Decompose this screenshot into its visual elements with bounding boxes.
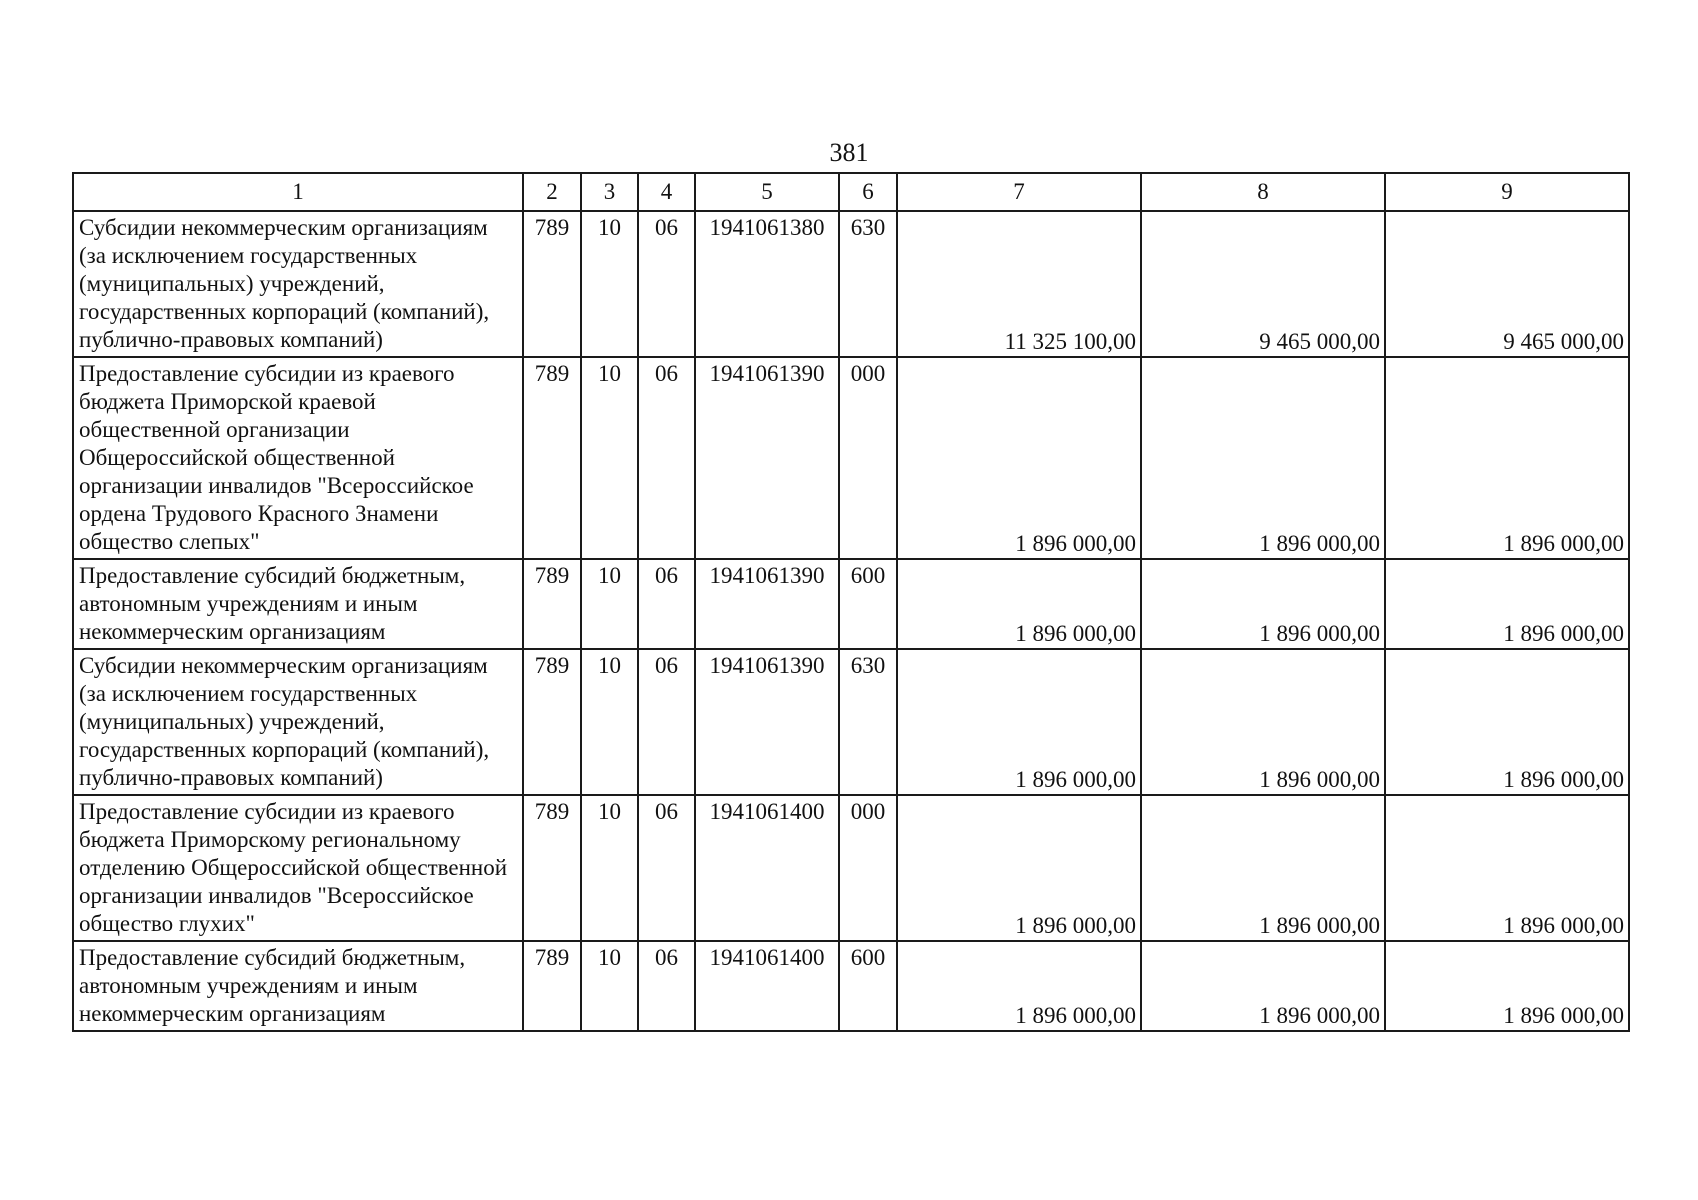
row-amount-7: 1 896 000,00 <box>897 795 1141 941</box>
row-amount-7: 1 896 000,00 <box>897 941 1141 1031</box>
table-body <box>73 211 1629 1031</box>
row-description: Предоставление субсидий бюджетным, автономным учреждениям и иным некоммерческим организациям <box>73 559 523 649</box>
row-code-2: 789 <box>523 559 581 649</box>
row-code-5: 1941061380 <box>695 211 839 357</box>
row-amount-8: 1 896 000,00 <box>1141 357 1385 559</box>
row-code-4: 06 <box>638 357 695 559</box>
header-col-9: 9 <box>1385 173 1629 211</box>
row-amount-8: 1 896 000,00 <box>1141 941 1385 1031</box>
row-code-2: 789 <box>523 941 581 1031</box>
row-amount-9: 1 896 000,00 <box>1385 649 1629 795</box>
row-code-2: 789 <box>523 795 581 941</box>
row-code-6: 600 <box>839 941 897 1031</box>
row-amount-7: 1 896 000,00 <box>897 357 1141 559</box>
row-amount-9: 1 896 000,00 <box>1385 941 1629 1031</box>
row-code-6: 630 <box>839 649 897 795</box>
row-code-3: 10 <box>581 941 638 1031</box>
row-amount-7: 1 896 000,00 <box>897 559 1141 649</box>
table-header <box>73 173 1629 211</box>
row-code-4: 06 <box>638 941 695 1031</box>
row-code-3: 10 <box>581 357 638 559</box>
row-code-6: 600 <box>839 559 897 649</box>
table-row <box>73 649 1629 795</box>
row-amount-8: 1 896 000,00 <box>1141 559 1385 649</box>
row-amount-7: 1 896 000,00 <box>897 649 1141 795</box>
table-row <box>73 211 1629 357</box>
header-col-7: 7 <box>897 173 1141 211</box>
row-code-4: 06 <box>638 559 695 649</box>
row-code-3: 10 <box>581 649 638 795</box>
row-description: Предоставление субсидии из краевого бюджета Приморской краевой общественной организации Общероссийской общественной организации инвалидов "Всероссийское ордена Трудового Красного Знамени общество слепых" <box>73 357 523 559</box>
row-description: Субсидии некоммерческим организациям (за исключением государственных (муниципальных) учреждений, государственных корпораций (компаний), публично-правовых компаний) <box>73 649 523 795</box>
row-amount-7: 11 325 100,00 <box>897 211 1141 357</box>
row-code-4: 06 <box>638 211 695 357</box>
table-row <box>73 357 1629 559</box>
row-code-5: 1941061400 <box>695 941 839 1031</box>
row-code-5: 1941061390 <box>695 649 839 795</box>
row-code-3: 10 <box>581 211 638 357</box>
row-amount-9: 1 896 000,00 <box>1385 357 1629 559</box>
header-row <box>73 173 1629 211</box>
row-code-5: 1941061390 <box>695 357 839 559</box>
row-amount-8: 1 896 000,00 <box>1141 649 1385 795</box>
header-col-8: 8 <box>1141 173 1385 211</box>
row-code-6: 000 <box>839 357 897 559</box>
header-col-6: 6 <box>839 173 897 211</box>
page-number-text: 381 <box>829 138 869 167</box>
row-description: Предоставление субсидий бюджетным, автономным учреждениям и иным некоммерческим организациям <box>73 941 523 1031</box>
row-code-4: 06 <box>638 649 695 795</box>
page-number <box>0 138 1698 168</box>
row-code-6: 630 <box>839 211 897 357</box>
row-amount-9: 9 465 000,00 <box>1385 211 1629 357</box>
budget-table <box>72 172 1630 1032</box>
row-code-3: 10 <box>581 559 638 649</box>
row-code-4: 06 <box>638 795 695 941</box>
header-col-5: 5 <box>695 173 839 211</box>
row-amount-8: 9 465 000,00 <box>1141 211 1385 357</box>
table-row <box>73 795 1629 941</box>
header-col-2: 2 <box>523 173 581 211</box>
table-row <box>73 559 1629 649</box>
row-code-3: 10 <box>581 795 638 941</box>
header-col-4: 4 <box>638 173 695 211</box>
table-row <box>73 941 1629 1031</box>
row-code-2: 789 <box>523 649 581 795</box>
row-code-2: 789 <box>523 357 581 559</box>
row-amount-9: 1 896 000,00 <box>1385 559 1629 649</box>
header-col-3: 3 <box>581 173 638 211</box>
row-amount-9: 1 896 000,00 <box>1385 795 1629 941</box>
row-code-2: 789 <box>523 211 581 357</box>
row-amount-8: 1 896 000,00 <box>1141 795 1385 941</box>
row-code-6: 000 <box>839 795 897 941</box>
row-code-5: 1941061390 <box>695 559 839 649</box>
header-col-1: 1 <box>73 173 523 211</box>
row-description: Предоставление субсидии из краевого бюджета Приморскому региональному отделению Общероссийской общественной организации инвалидов "Всероссийское общество глухих" <box>73 795 523 941</box>
row-description: Субсидии некоммерческим организациям (за исключением государственных (муниципальных) учреждений, государственных корпораций (компаний), публично-правовых компаний) <box>73 211 523 357</box>
row-code-5: 1941061400 <box>695 795 839 941</box>
